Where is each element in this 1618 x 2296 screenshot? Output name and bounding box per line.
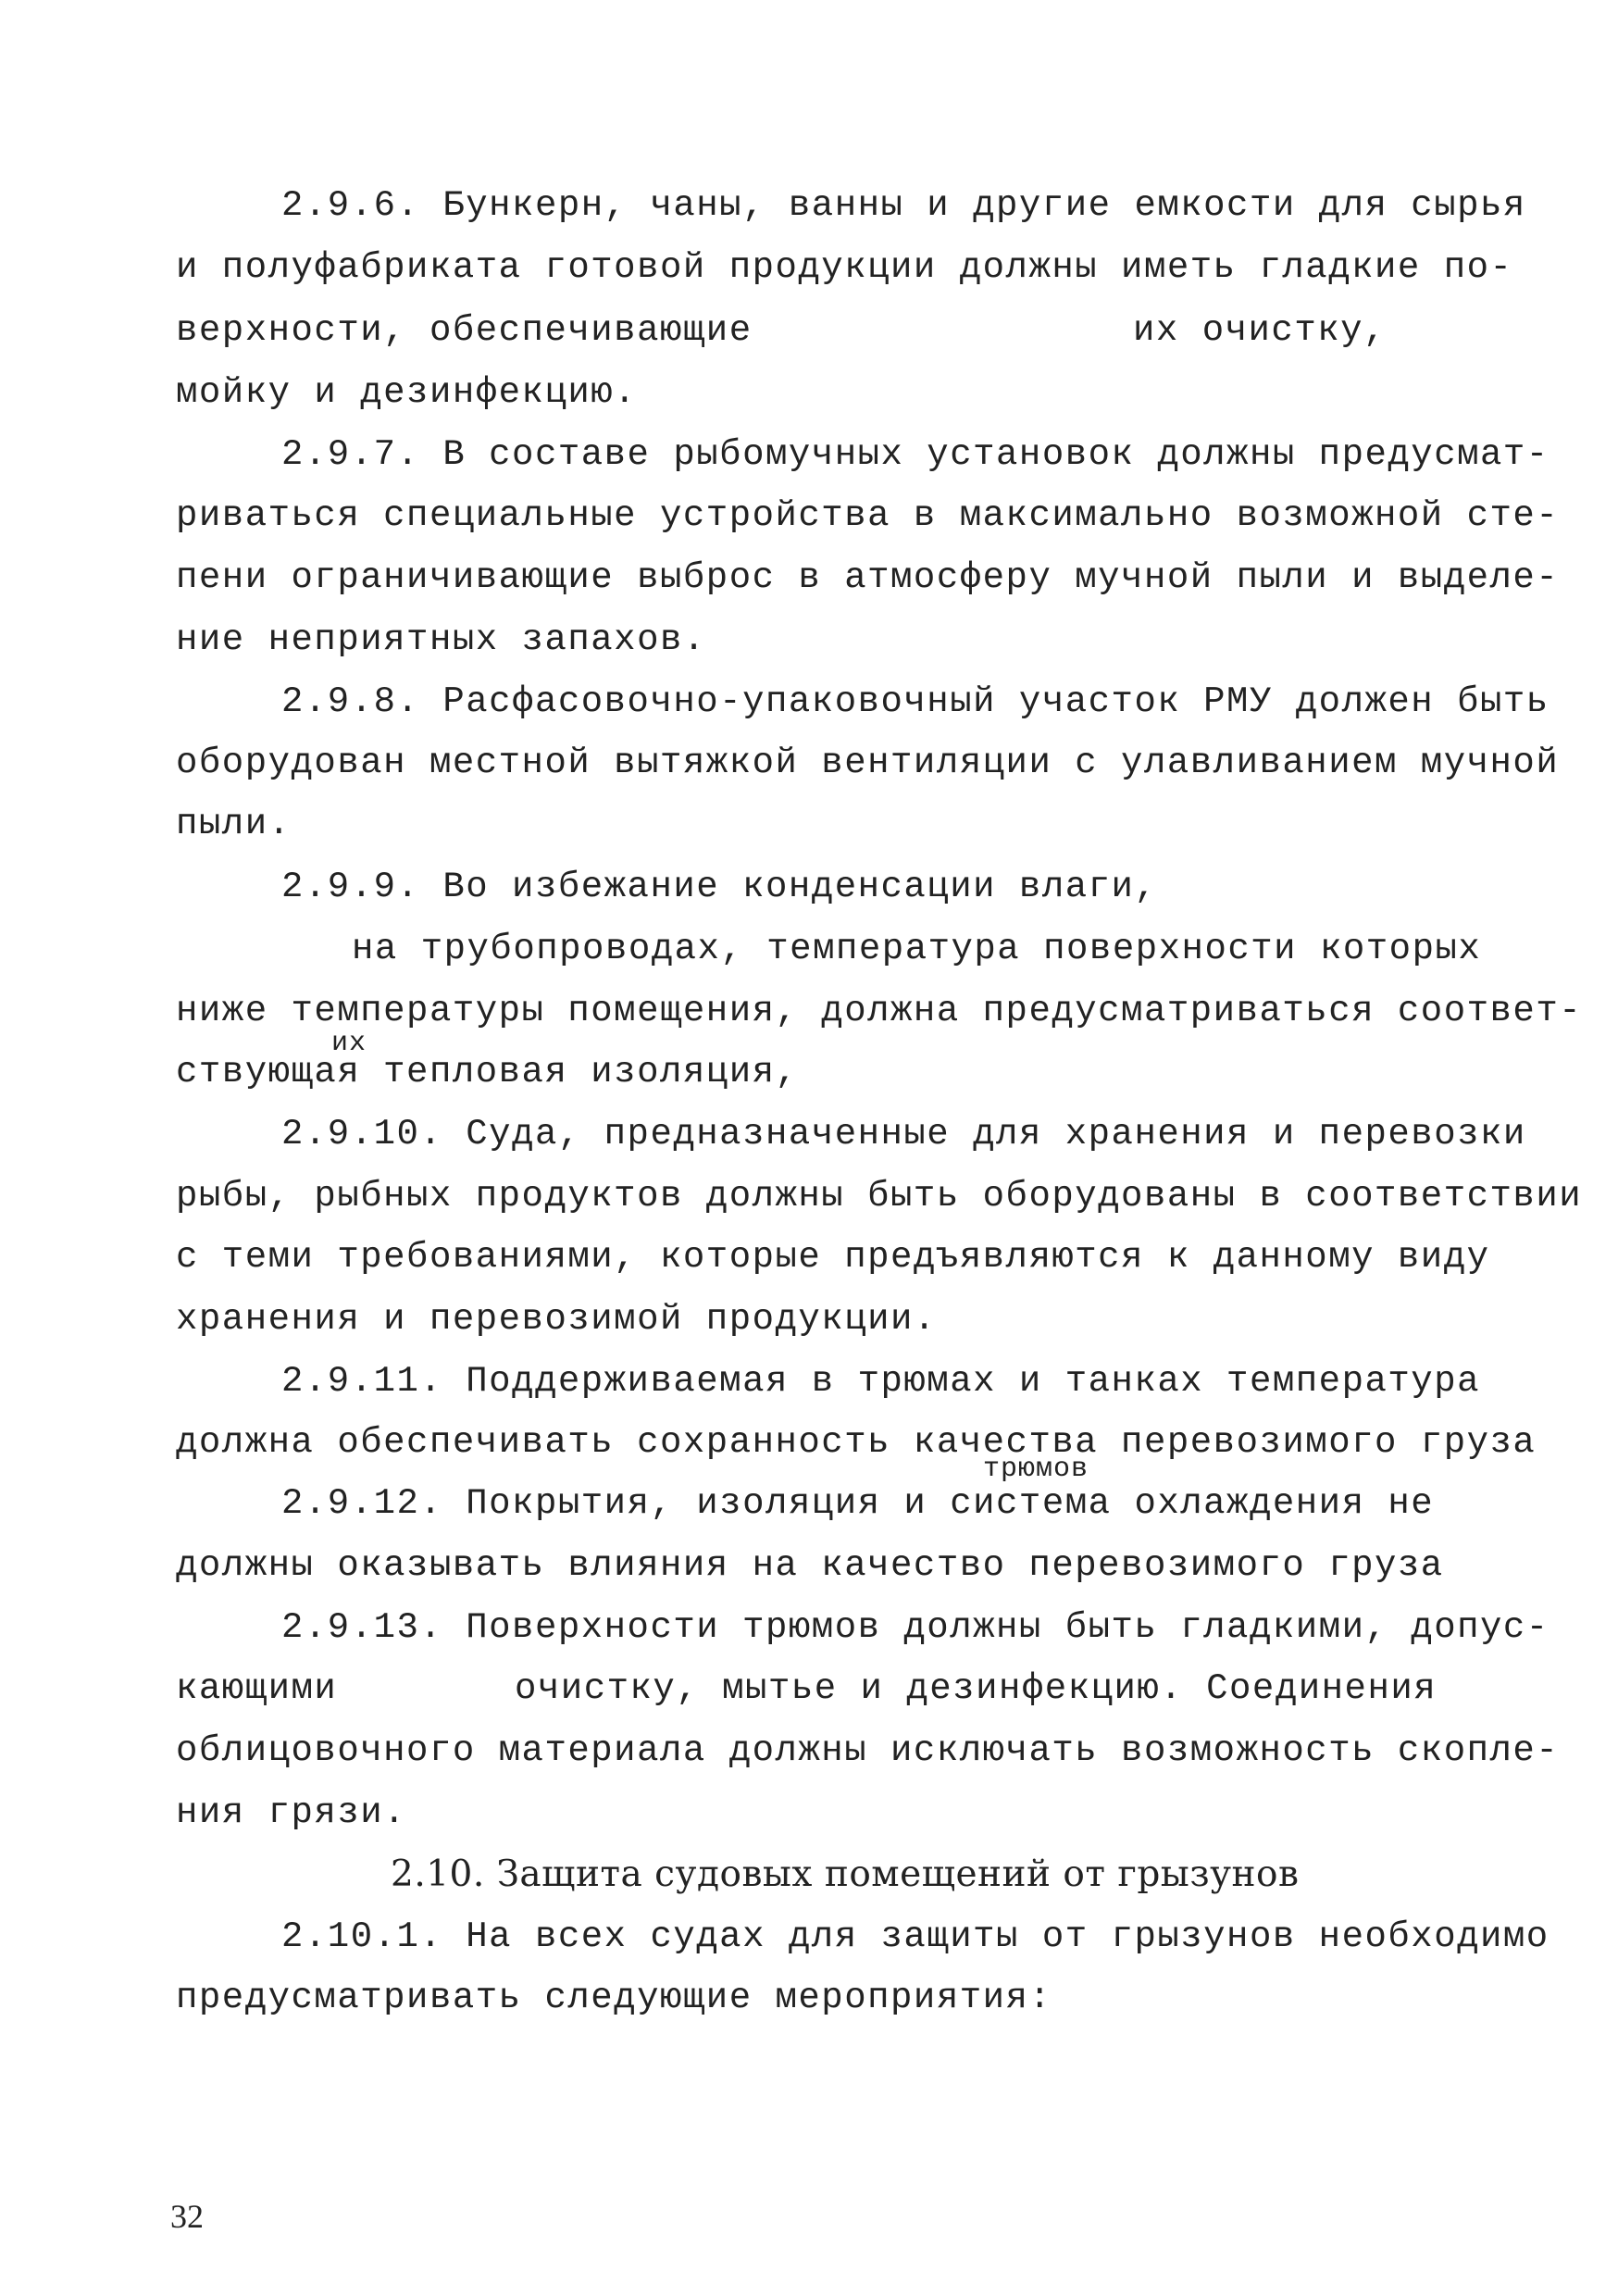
paragraph-2-9-13-line-2b: очистку, мытье и дезинфекцию. Соединения [515, 1668, 1438, 1709]
paragraph-2-9-6-line-4: мойку и дезинфекцию. [176, 372, 638, 413]
paragraph-2-9-10-line-2: рыбы, рыбных продуктов должны быть оборудованы в соответствии [176, 1176, 1583, 1217]
paragraph-2-9-12-line-2: должны оказывать влияния на качество перевозимого груза [176, 1545, 1444, 1586]
paragraph-2-9-11-line-2: должна обеспечивать сохранность качества перевозимого груза [176, 1422, 1537, 1463]
paragraph-2-9-6-line-2: и полуфабриката готовой продукции должны иметь гладкие по- [176, 247, 1513, 288]
paragraph-2-9-10-line-3: с теми требованиями, которые предъявляются к данному виду [176, 1237, 1490, 1278]
paragraph-2-9-11-line-1: 2.9.11. Поддерживаемая в трюмах и танках температура [281, 1361, 1480, 1402]
paragraph-2-10-1-line-2: предусматривать следующие мероприятия: [176, 1978, 1052, 2018]
paragraph-2-9-7-line-2: риваться специальные устройства в максимально возможной сте- [176, 495, 1560, 536]
paragraph-2-9-13-line-1: 2.9.13. Поверхности трюмов должны быть гладкими, допус- [281, 1607, 1550, 1648]
paragraph-2-9-10-line-4: хранения и перевозимой продукции. [176, 1299, 937, 1340]
handwritten-insertion: трюмов [983, 1454, 1089, 1485]
paragraph-2-10-1-line-1: 2.10.1. На всех судах для защиты от грызунов необходимо [281, 1916, 1550, 1957]
paragraph-2-9-6-line-3a: верхности, обеспечивающие [176, 310, 753, 351]
paragraph-2-9-8-line-1: 2.9.8. Расфасовочно-упаковочный участок РМУ должен быть [281, 681, 1550, 722]
paragraph-2-9-13-line-2a: кающими [176, 1668, 338, 1709]
paragraph-2-9-6-line-1: 2.9.6. Бункерн, чаны, ванны и другие емкости для сырья [281, 185, 1526, 226]
paragraph-2-9-7-line-3: пени ограничивающие выброс в атмосферу мучной пыли и выделе- [176, 557, 1560, 598]
paragraph-2-9-9-line-3: ниже температуры помещения, должна предусматриваться соответ- [176, 991, 1583, 1031]
section-heading: 2.10. Защита судовых помещений от грызунов [391, 1853, 1300, 1895]
paragraph-2-9-10-line-1: 2.9.10. Суда, предназначенные для хранения и перевозки [281, 1114, 1526, 1154]
paragraph-2-9-9-line-1: 2.9.9. Во избежание конденсации влаги, [281, 867, 1158, 907]
paragraph-2-9-8-line-2: оборудован местной вытяжкой вентиляции с улавливанием мучной [176, 742, 1560, 783]
page-number: 32 [170, 2198, 204, 2235]
paragraph-2-9-9-line-2: на трубопроводах, температура поверхности которых [352, 929, 1482, 969]
paragraph-2-9-12-line-1: 2.9.12. Покрытия, изоляция и система охлаждения не [281, 1483, 1435, 1524]
paragraph-2-9-13-line-3: облицовочного материала должны исключать возможность скопле- [176, 1730, 1560, 1771]
paragraph-2-9-6-line-3b: их очистку, [1133, 310, 1387, 351]
paragraph-2-9-7-line-1: 2.9.7. В составе рыбомучных установок должны предусмат- [281, 434, 1550, 475]
handwritten-insertion: их [331, 1028, 367, 1059]
paragraph-2-9-9-line-4: ствующая тепловая изоляция, [176, 1052, 799, 1092]
paragraph-2-9-13-line-4: ния грязи. [176, 1792, 407, 1833]
paragraph-2-9-7-line-4: ние неприятных запахов. [176, 619, 706, 660]
paragraph-2-9-8-line-3: пыли. [176, 804, 292, 844]
